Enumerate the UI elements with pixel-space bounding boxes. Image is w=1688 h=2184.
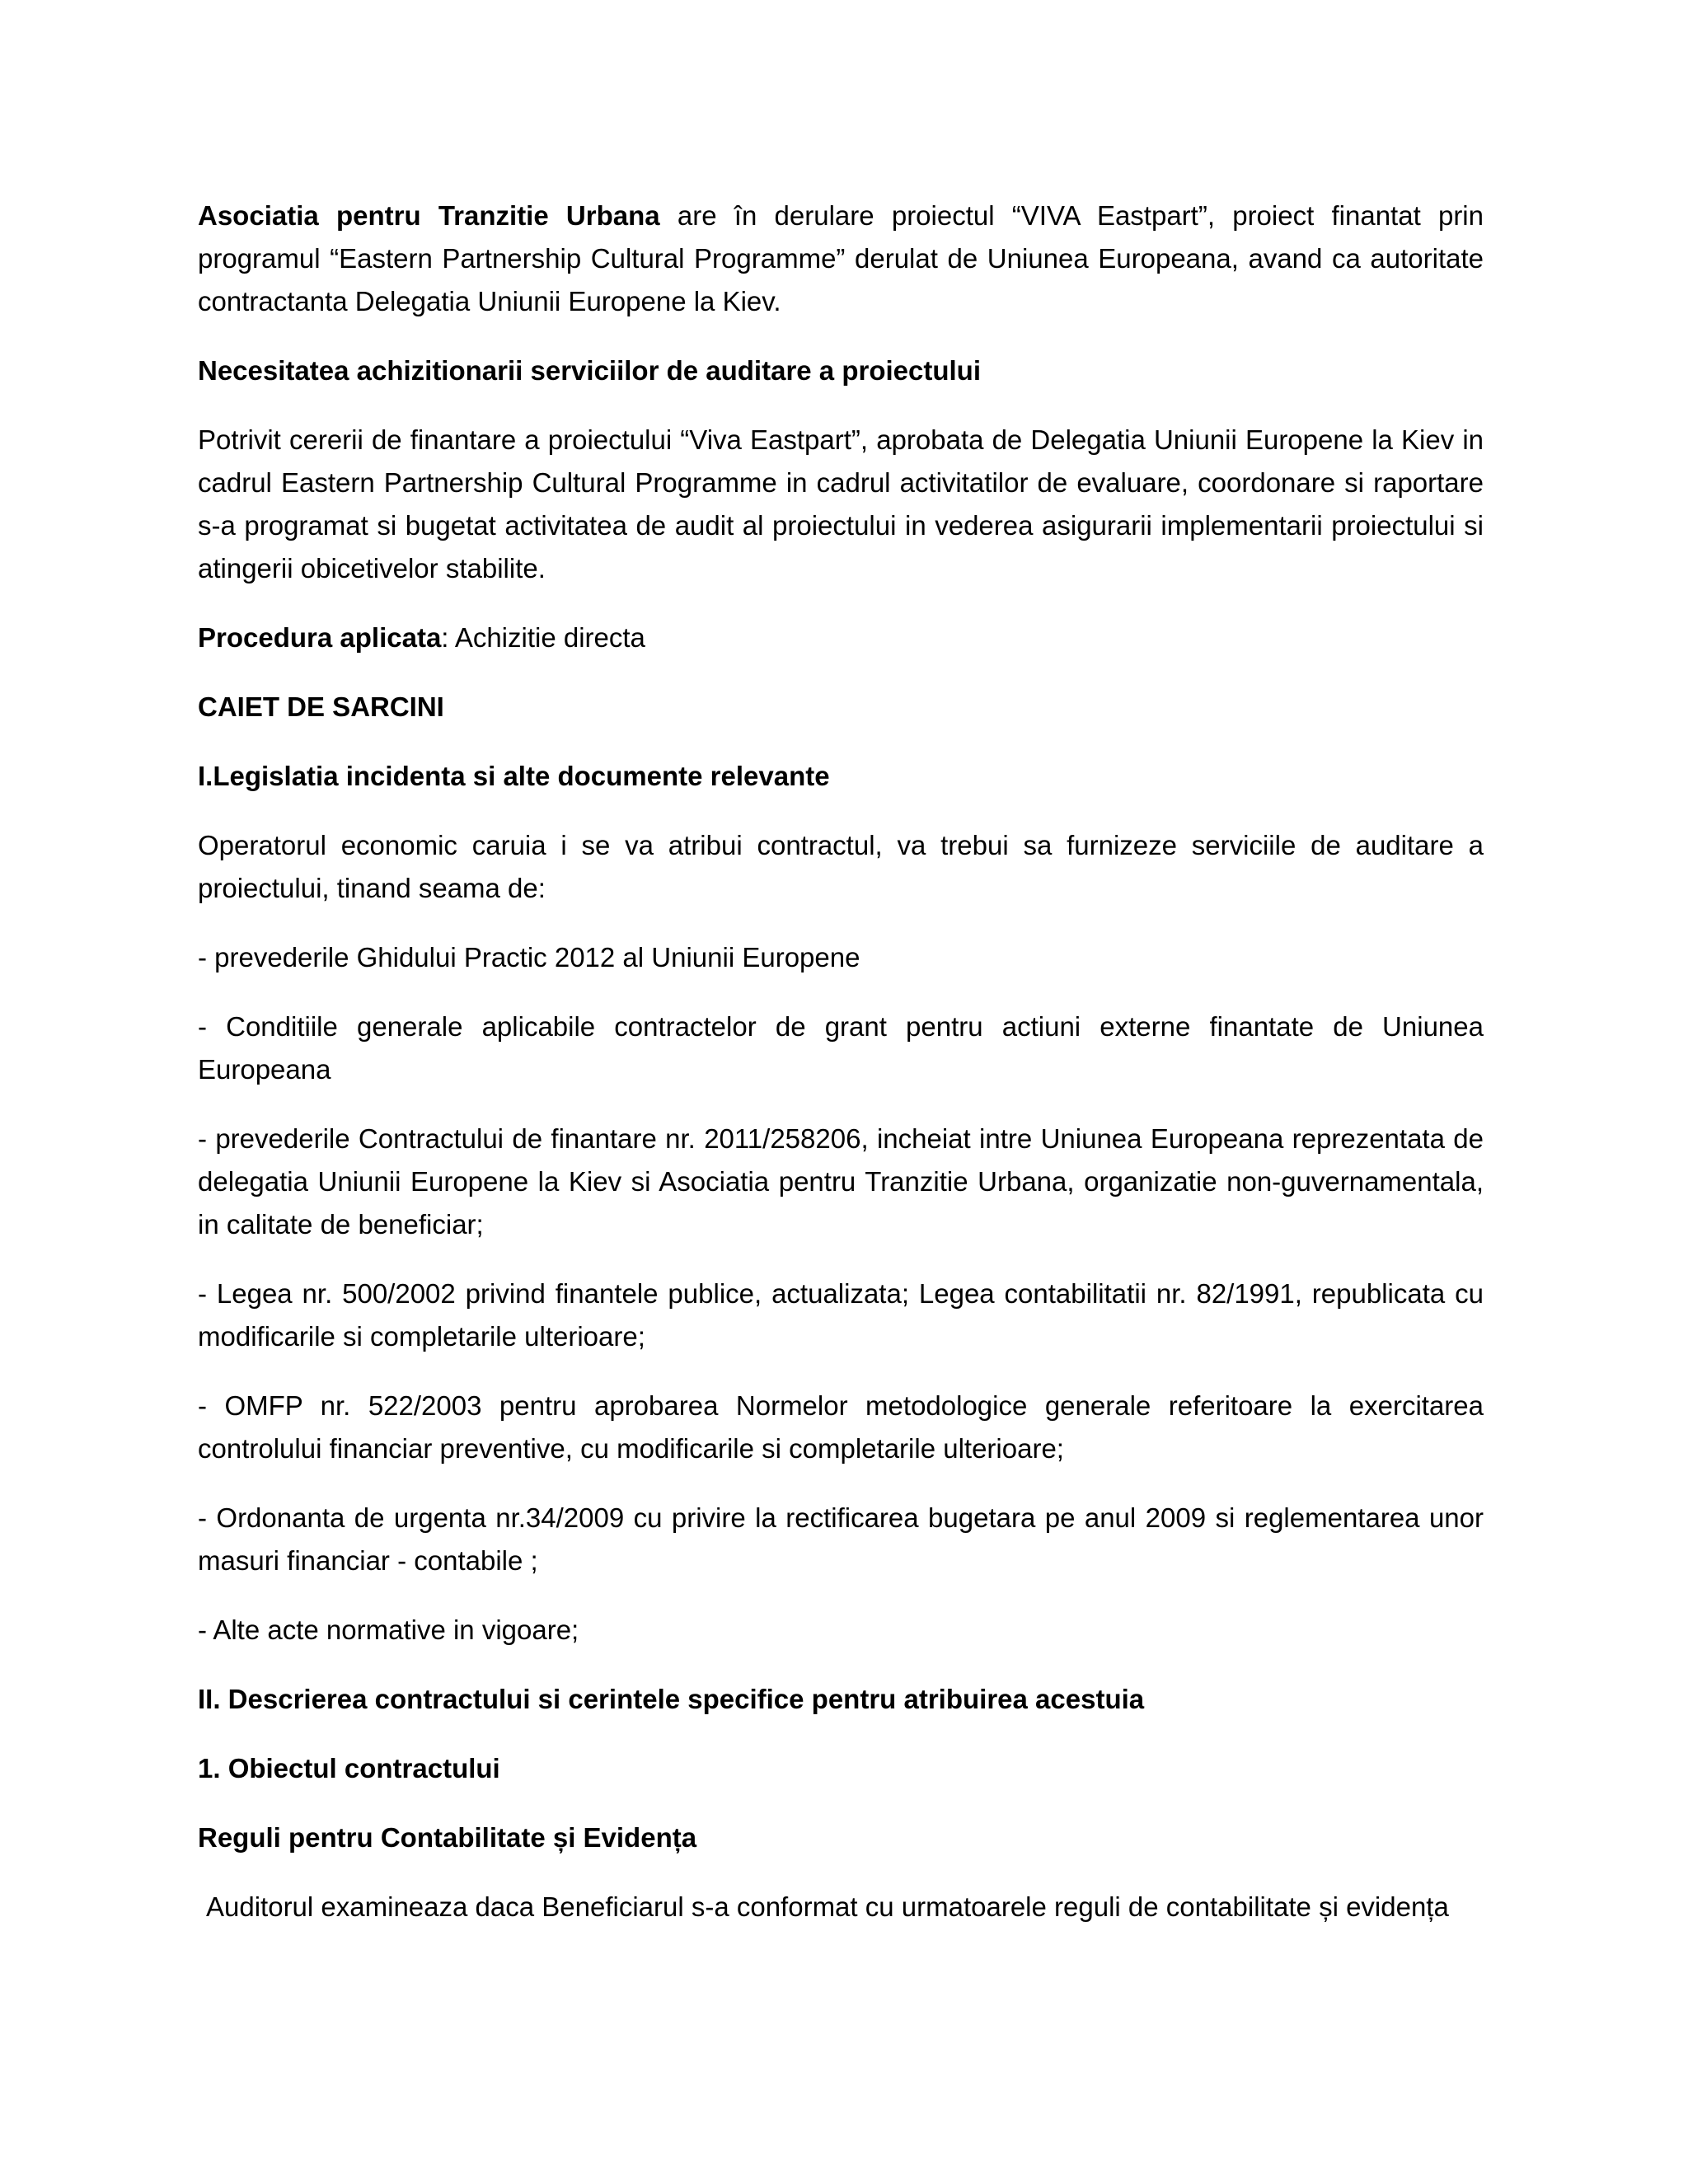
procedure-label: Procedura aplicata (198, 622, 442, 653)
legislation-item-6: - Ordonanta de urgenta nr.34/2009 cu privire la rectificarea bugetara pe anul 2009 si reglementarea unor masuri financiar - contabile ; (198, 1502, 1484, 1576)
accounting-rules-heading: Reguli pentru Contabilitate și Evidența (198, 1822, 697, 1853)
intro-paragraph (198, 194, 1484, 323)
legislation-item-4: - Legea nr. 500/2002 privind finantele publice, actualizata; Legea contabilitatii nr. 82/1991, republicata cu modificarile si completarile ulterioare; (198, 1278, 1484, 1352)
document-page (198, 194, 1484, 1955)
legislation-item-3: - prevederile Contractului de finantare nr. 2011/258206, incheiat intre Uniunea Europeana reprezentata de delegatia Uniunii Europene la Kiev si Asociatia pentru Tranzitie Urbana, organizatie non-guvernamentala, in calitate de beneficiar; (198, 1123, 1484, 1240)
legislation-item-1: - prevederile Ghidului Practic 2012 al Uniunii Europene (198, 942, 860, 972)
intro-text: are în derulare proiectul “VIVA Eastpart”, proiect finantat prin programul “Eastern Partnership Cultural Programme” derulat de Uniunea Europeana, avand ca autoritate contractanta Delegatia Uniunii Europene la Kiev. (198, 200, 1484, 316)
organization-name: Asociatia pentru Tranzitie Urbana (198, 200, 660, 231)
legislation-intro: Operatorul economic caruia i se va atribui contractul, va trebui sa furnizeze serviciile de auditare a proiectului, tinand seama de: (198, 830, 1484, 903)
procedure-line (198, 616, 1484, 659)
legislation-item-5: - OMFP nr. 522/2003 pentru aprobarea Normelor metodologice generale referitoare la exercitarea controlului financiar preventive, cu modificarile si completarile ulterioare; (198, 1390, 1484, 1464)
legislation-item-2: - Conditiile generale aplicabile contractelor de grant pentru actiuni externe finantate de Uniunea Europeana (198, 1011, 1484, 1085)
contract-object-heading: 1. Obiectul contractului (198, 1753, 500, 1783)
procedure-value: : Achizitie directa (441, 622, 645, 653)
legislation-item-7: - Alte acte normative in vigoare; (198, 1615, 579, 1645)
accounting-rules-text: Auditorul examineaza daca Beneficiarul s-a conformat cu urmatoarele reguli de contabilitate și evidența (206, 1891, 1449, 1922)
legislation-heading: I.Legislatia incidenta si alte documente relevante (198, 761, 830, 791)
caiet-title: CAIET DE SARCINI (198, 691, 444, 722)
description-heading: II. Descrierea contractului si cerintele specifice pentru atribuirea acestuia (198, 1684, 1145, 1714)
necessity-paragraph: Potrivit cererii de finantare a proiectului “Viva Eastpart”, aprobata de Delegatia Uniunii Europene la Kiev in cadrul Eastern Partnership Cultural Programme in cadrul activitatilor de evaluare, coordonare si raportare s-a programat si bugetat activitatea de audit al proiectului in vederea asigurarii implementarii proiectului si atingerii obicetivelor stabilite. (198, 424, 1484, 583)
necessity-heading: Necesitatea achizitionarii serviciilor de auditare a proiectului (198, 355, 982, 386)
